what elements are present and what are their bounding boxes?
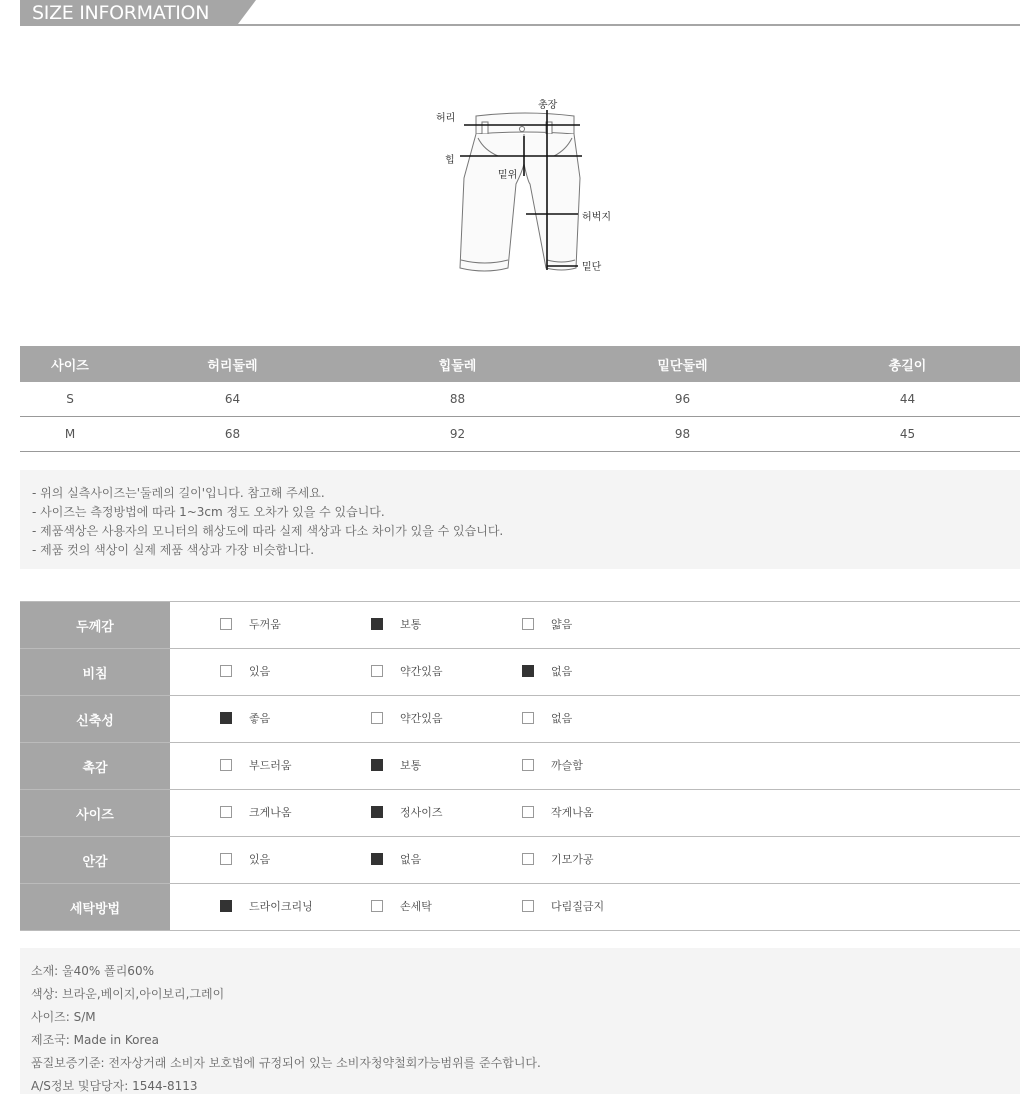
option-label: 있음 — [249, 853, 271, 866]
property-label: 두께감 — [20, 602, 170, 649]
info-sizes: 사이즈: S/M — [31, 1010, 96, 1024]
checked-box-icon[interactable] — [522, 665, 534, 677]
note-line: - 제품 컷의 색상이 실제 제품 색상과 가장 비슷합니다. — [32, 543, 315, 557]
property-options — [170, 743, 1020, 790]
property-row — [20, 649, 1020, 696]
checked-box-icon[interactable] — [220, 900, 232, 912]
empty-box-icon[interactable] — [522, 853, 534, 865]
note-line: - 제품색상은 사용자의 모니터의 해상도에 따라 실제 색상과 다소 차이가 있을 수 있습니다. — [32, 524, 504, 538]
property-row — [20, 743, 1020, 790]
property-row — [20, 884, 1020, 931]
checked-box-icon[interactable] — [371, 759, 383, 771]
table-cell: 88 — [345, 382, 570, 417]
property-row — [20, 696, 1020, 743]
property-label: 비침 — [20, 649, 170, 696]
table-cell: 96 — [570, 382, 795, 417]
empty-box-icon[interactable] — [220, 853, 232, 865]
empty-box-icon[interactable] — [522, 900, 534, 912]
empty-box-icon[interactable] — [371, 665, 383, 677]
notes-box — [20, 470, 1020, 569]
property-label: 사이즈 — [20, 790, 170, 837]
table-cell: 45 — [795, 417, 1020, 452]
checked-box-icon[interactable] — [220, 712, 232, 724]
header-rule — [20, 24, 1020, 26]
property-options — [170, 602, 1020, 649]
table-cell: S — [20, 382, 120, 417]
empty-box-icon[interactable] — [522, 712, 534, 724]
table-row — [20, 417, 1020, 452]
column-header: 사이즈 — [20, 346, 120, 382]
property-row — [20, 602, 1020, 649]
property-label: 세탁방법 — [20, 884, 170, 931]
empty-box-icon[interactable] — [220, 665, 232, 677]
empty-box-icon[interactable] — [522, 806, 534, 818]
checked-box-icon[interactable] — [371, 853, 383, 865]
property-options — [170, 884, 1020, 931]
column-header: 밑단둘레 — [570, 346, 795, 382]
empty-box-icon[interactable] — [522, 618, 534, 630]
property-label: 안감 — [20, 837, 170, 884]
option-label: 작게나옴 — [551, 806, 594, 819]
waist-label: 허리 — [436, 113, 456, 124]
option-label: 없음 — [400, 853, 422, 866]
property-options — [170, 649, 1020, 696]
table-cell: 68 — [120, 417, 345, 452]
info-material: 소재: 울40% 폴리60% — [31, 964, 154, 978]
table-cell: 92 — [345, 417, 570, 452]
empty-box-icon[interactable] — [371, 900, 383, 912]
property-options — [170, 790, 1020, 837]
shorts-diagram — [420, 92, 640, 282]
info-warranty: 품질보증기준: 전자상거래 소비자 보호법에 규정되어 있는 소비자청약철회가능범위를 준수합니다. — [31, 1056, 541, 1070]
option-label: 없음 — [551, 712, 573, 725]
table-cell: 98 — [570, 417, 795, 452]
option-label: 까슬함 — [551, 759, 583, 772]
hip-label: 힙 — [445, 155, 455, 166]
note-line: - 사이즈는 측정방법에 따라 1~3cm 정도 오차가 있을 수 있습니다. — [32, 505, 385, 519]
hem-label: 밑단 — [582, 262, 602, 273]
size-table — [20, 346, 1020, 452]
empty-box-icon[interactable] — [522, 759, 534, 771]
option-label: 손세탁 — [400, 900, 432, 913]
option-label: 얇음 — [551, 618, 573, 631]
product-info-box — [20, 948, 1020, 1094]
table-cell: 64 — [120, 382, 345, 417]
property-options — [170, 696, 1020, 743]
table-cell: M — [20, 417, 120, 452]
option-label: 있음 — [249, 665, 271, 678]
option-label: 약간있음 — [400, 665, 443, 678]
length-label: 총장 — [538, 100, 558, 111]
info-origin: 제조국: Made in Korea — [31, 1033, 159, 1047]
section-header — [20, 0, 1020, 26]
option-label: 다림질금지 — [551, 900, 605, 913]
checked-box-icon[interactable] — [371, 618, 383, 630]
property-options — [170, 837, 1020, 884]
column-header: 힙둘레 — [345, 346, 570, 382]
option-label: 없음 — [551, 665, 573, 678]
empty-box-icon[interactable] — [220, 759, 232, 771]
note-line: - 위의 실측사이즈는'둘레의 길이'입니다. 참고해 주세요. — [32, 486, 325, 500]
empty-box-icon[interactable] — [371, 712, 383, 724]
property-row — [20, 837, 1020, 884]
table-cell: 44 — [795, 382, 1020, 417]
empty-box-icon[interactable] — [220, 618, 232, 630]
option-label: 약간있음 — [400, 712, 443, 725]
rise-label: 밑위 — [498, 170, 518, 181]
column-header: 총길이 — [795, 346, 1020, 382]
empty-box-icon[interactable] — [220, 806, 232, 818]
properties-table — [20, 601, 1020, 931]
option-label: 부드러움 — [249, 759, 292, 772]
table-row — [20, 382, 1020, 417]
option-label: 두꺼움 — [249, 618, 281, 631]
thigh-label: 허벅지 — [582, 212, 611, 223]
info-colors: 색상: 브라운,베이지,아이보리,그레이 — [31, 987, 225, 1001]
option-label: 보통 — [400, 618, 422, 631]
section-title: SIZE INFORMATION — [32, 2, 210, 24]
option-label: 보통 — [400, 759, 422, 772]
property-row — [20, 790, 1020, 837]
option-label: 기모가공 — [551, 853, 594, 866]
option-label: 좋음 — [249, 712, 271, 725]
property-label: 촉감 — [20, 743, 170, 790]
option-label: 크게나옴 — [249, 806, 292, 819]
header-tab-tip — [238, 0, 256, 24]
checked-box-icon[interactable] — [371, 806, 383, 818]
column-header: 허리둘레 — [120, 346, 345, 382]
size-table-header — [20, 346, 1020, 382]
option-label: 정사이즈 — [400, 806, 443, 819]
info-as-contact: A/S정보 및담당자: 1544-8113 — [31, 1079, 198, 1093]
property-label: 신축성 — [20, 696, 170, 743]
option-label: 드라이크리닝 — [249, 900, 313, 913]
